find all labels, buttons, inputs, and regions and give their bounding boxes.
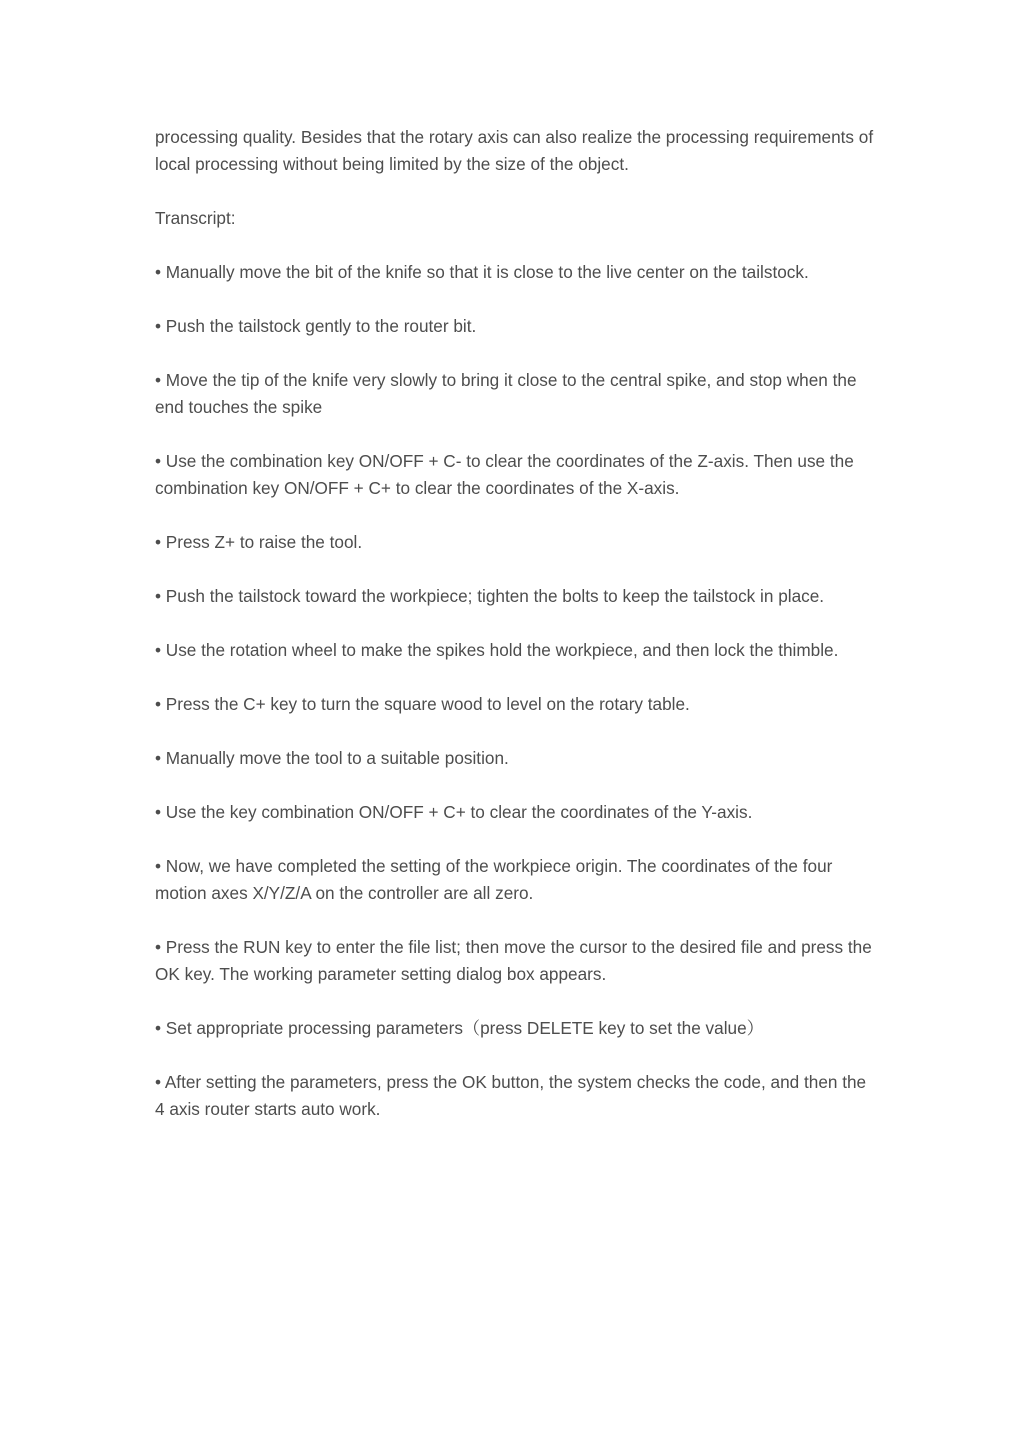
bullet-item: • Push the tailstock gently to the router bit. bbox=[155, 316, 477, 336]
transcript-heading: Transcript: bbox=[155, 208, 236, 228]
bullet-item: • Move the tip of the knife very slowly to bring it close to the central spike, and stop when the end touches the spike bbox=[155, 370, 857, 417]
document-page bbox=[155, 124, 877, 1150]
bullet-item: • Use the combination key ON/OFF + C- to clear the coordinates of the Z-axis. Then use the combination key ON/OFF + C+ to clear the coordinates of the X-axis. bbox=[155, 451, 854, 498]
bullet-item: • Press Z+ to raise the tool. bbox=[155, 532, 363, 552]
bullet-item: • Press the C+ key to turn the square wood to level on the rotary table. bbox=[155, 694, 690, 714]
bullet-item: • Press the RUN key to enter the file list; then move the cursor to the desired file and press the OK key. The working parameter setting dialog box appears. bbox=[155, 937, 872, 984]
bullet-item: • Use the key combination ON/OFF + C+ to clear the coordinates of the Y-axis. bbox=[155, 802, 753, 822]
bullet-item: • Set appropriate processing parameters（press DELETE key to set the value） bbox=[155, 1018, 764, 1038]
intro-paragraph: processing quality. Besides that the rotary axis can also realize the processing requirements of local processing without being limited by the size of the object. bbox=[155, 127, 874, 174]
bullet-item: • Manually move the tool to a suitable position. bbox=[155, 748, 509, 768]
bullet-item: • Use the rotation wheel to make the spikes hold the workpiece, and then lock the thimble. bbox=[155, 640, 839, 660]
bullet-item: • After setting the parameters, press the OK button, the system checks the code, and then the 4 axis router starts auto work. bbox=[155, 1072, 867, 1119]
bullet-item: • Manually move the bit of the knife so that it is close to the live center on the tailstock. bbox=[155, 262, 809, 282]
bullet-item: • Now, we have completed the setting of the workpiece origin. The coordinates of the four motion axes X/Y/Z/A on the controller are all zero. bbox=[155, 856, 833, 903]
bullet-item: • Push the tailstock toward the workpiece; tighten the bolts to keep the tailstock in place. bbox=[155, 586, 825, 606]
